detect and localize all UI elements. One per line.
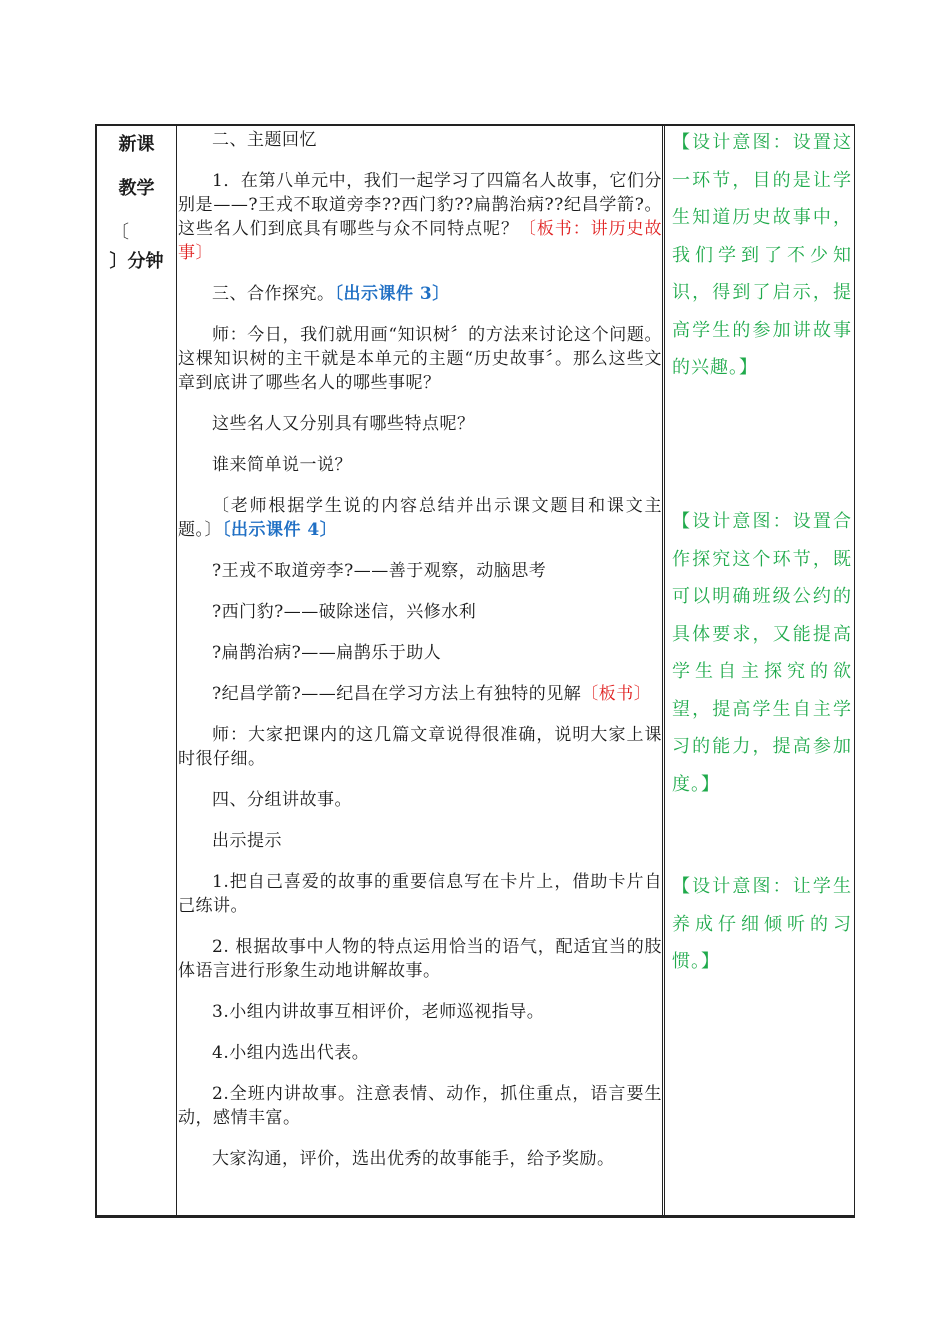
paragraph: 2. 根据故事中人物的特点运用恰当的语气，配适宜当的肢体语言进行形象生动地讲解故事。 (178, 937, 662, 981)
paragraph: 谁来简单说一说？ (212, 455, 352, 475)
paragraph: 3.小组内讲故事互相评价，老师巡视指导。 (212, 1002, 545, 1022)
paragraph: 大家沟通，评价，选出优秀的故事能手，给予奖励。 (212, 1149, 615, 1169)
section-label: 新课 (118, 134, 155, 155)
paragraph-text: 三、合作探究。 (212, 284, 335, 304)
design-intent-note: 【设计意图：设置合作探究这个环节，既可以明确班级公约的具体要求，又能提高学生自主探究的欲望，提高学生自主学习的能力，提高参加度。】 (672, 511, 852, 795)
paragraph: 4.小组内选出代表。 (212, 1043, 370, 1063)
paragraph: 这些名人又分别具有哪些特点呢？ (212, 414, 475, 434)
board-note: 〔板书：讲历史故事〕 (178, 219, 663, 263)
paragraph: 1.把自己喜爱的故事的重要信息写在卡片上，借助卡片自己练讲。 (178, 872, 662, 916)
teaching-content-column (178, 128, 662, 1188)
section-label: 教学 (118, 178, 155, 199)
paragraph-text: 〔老师根据学生说的内容总结并出示课文题目和课文主题。〕 (178, 496, 662, 540)
section-label: 〕分钟 (109, 251, 164, 272)
paragraph (178, 282, 662, 306)
paragraph (178, 494, 662, 542)
paragraph: 四、分组讲故事。 (212, 790, 352, 810)
paragraph: ?扁鹊治病?——扁鹊乐于助人 (212, 643, 442, 663)
paragraph: 二、主题回忆 (212, 130, 317, 150)
column-divider (176, 126, 177, 1215)
paragraph (178, 682, 662, 706)
section-label: 〔 (111, 222, 129, 243)
paragraph: ?王戎不取道旁李?——善于观察，动脑思考 (212, 561, 547, 581)
paragraph-text: ?纪昌学箭?——纪昌在学习方法上有独特的见解 (212, 684, 582, 704)
paragraph (178, 169, 662, 265)
lesson-plan-table (95, 124, 855, 1218)
paragraph: ?西门豹?——破除迷信，兴修水利 (212, 602, 477, 622)
board-note: 〔板书〕 (581, 684, 652, 704)
paragraph: 师：今日，我们就用画“知识树〞的方法来讨论这个问题。这棵知识树的主干就是本单元的主题“历史故事〞。那么这些文章到底讲了哪些名人的哪些事呢？ (178, 325, 662, 393)
paragraph: 出示提示 (212, 831, 282, 851)
paragraph: 2.全班内讲故事。注意表情、动作，抓住重点，语言要生动，感情丰富。 (178, 1084, 662, 1128)
design-intent-note: 【设计意图：设置这一环节，目的是让学生知道历史故事中，我们学到了不少知识，得到了启示，提高学生的参加讲故事的兴趣。】 (672, 132, 852, 378)
paragraph: 师：大家把课内的这几篇文章说得很准确，说明大家上课时很仔细。 (178, 725, 662, 769)
column-divider (662, 126, 665, 1215)
courseware-note: 〔出示课件 4〕 (222, 520, 338, 540)
courseware-note: 〔出示课件 3〕 (334, 284, 450, 304)
design-intent-note: 【设计意图：让学生养成仔细倾听的习惯。】 (672, 876, 852, 972)
paragraph-text: 1．在第八单元中，我们一起学习了四篇名人故事，它们分别是——?王戎不取道旁李??西门豹??扁鹊治病??纪昌学箭?。这些名人们到底具有哪些与众不同特点呢？ (178, 171, 662, 239)
